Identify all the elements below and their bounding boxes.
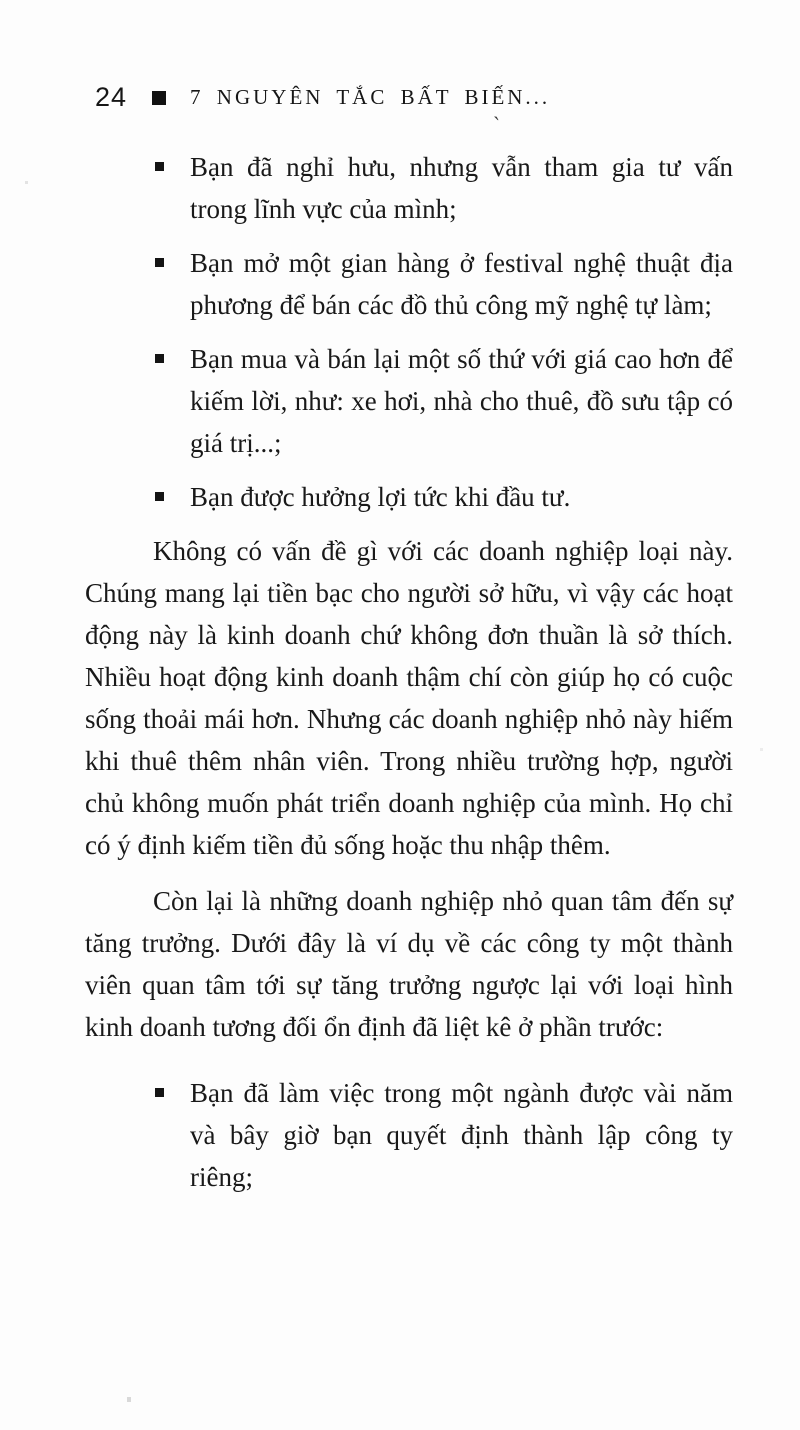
intro-bullet-list <box>85 146 733 518</box>
list-item <box>155 146 733 230</box>
running-header <box>95 82 550 113</box>
list-item-text: Bạn đã làm việc trong một ngành được vài năm và bây giờ bạn quyết định thành lập công ty riêng; <box>190 1078 733 1192</box>
page-number: 24 <box>95 82 128 112</box>
scan-speck <box>25 181 28 184</box>
bullet-icon <box>155 258 164 267</box>
scan-artifact: ` <box>490 111 502 138</box>
bullet-icon <box>155 1088 164 1097</box>
growth-bullet-list <box>85 1072 733 1198</box>
scan-speck <box>127 1397 131 1402</box>
square-bullet-icon <box>152 91 166 105</box>
bullet-icon <box>155 162 164 171</box>
list-item <box>155 476 733 518</box>
paragraph-growth-intro: Còn lại là những doanh nghiệp nhỏ quan tâm đến sự tăng trưởng. Dưới đây là ví dụ về các công ty một thành viên quan tâm tới sự tăng trưởng ngược lại với loại hình kinh doanh tương đối ổn định đã liệt kê ở phần trước: <box>85 886 733 1042</box>
running-title: 7 NGUYÊN TẮC BẤT BIẾN... <box>190 85 551 109</box>
list-item-text: Bạn được hưởng lợi tức khi đầu tư. <box>190 482 571 512</box>
list-item <box>155 338 733 464</box>
list-item <box>155 1072 733 1198</box>
page-body <box>85 146 733 1198</box>
bullet-icon <box>155 354 164 363</box>
paragraph-no-problem: Không có vấn đề gì với các doanh nghiệp loại này. Chúng mang lại tiền bạc cho người sở hữu, vì vậy các hoạt động này là kinh doanh chứ không đơn thuần là sở thích. Nhiều hoạt động kinh doanh thậm chí còn giúp họ có cuộc sống thoải mái hơn. Nhưng các doanh nghiệp nhỏ này hiếm khi thuê thêm nhân viên. Trong nhiều trường hợp, người chủ không muốn phát triển doanh nghiệp của mình. Họ chỉ có ý định kiếm tiền đủ sống hoặc thu nhập thêm. <box>85 536 733 860</box>
list-item <box>155 242 733 326</box>
list-item-text: Bạn đã nghỉ hưu, nhưng vẫn tham gia tư vấn trong lĩnh vực của mình; <box>190 152 733 224</box>
scan-speck <box>760 748 763 751</box>
list-item-text: Bạn mở một gian hàng ở festival nghệ thuật địa phương để bán các đồ thủ công mỹ nghệ tự làm; <box>190 248 733 320</box>
list-item-text: Bạn mua và bán lại một số thứ với giá cao hơn để kiếm lời, như: xe hơi, nhà cho thuê, đồ sưu tập có giá trị...; <box>190 344 733 458</box>
bullet-icon <box>155 492 164 501</box>
